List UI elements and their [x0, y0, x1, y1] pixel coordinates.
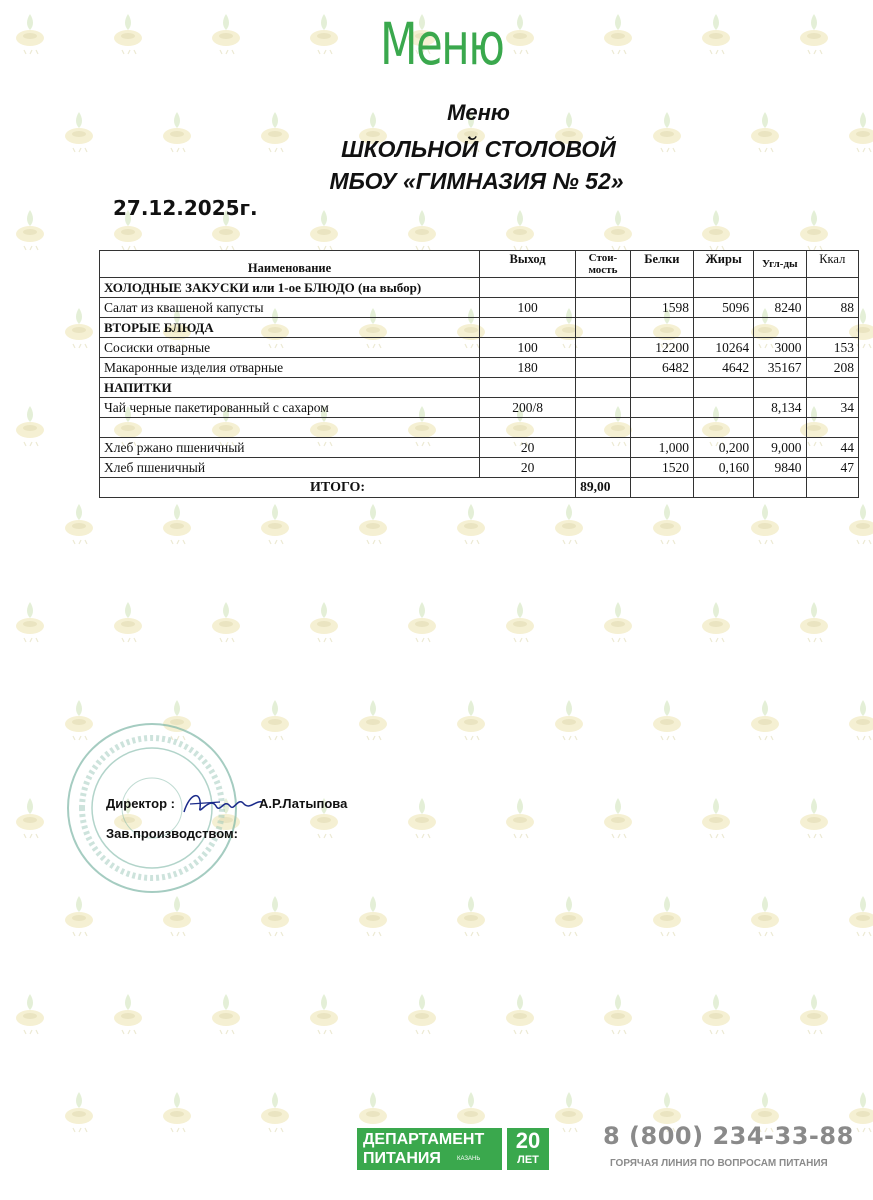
bowl-leaf-watermark-icon: [59, 1088, 99, 1136]
table-row: [100, 338, 859, 358]
dept-city: КАЗАНЬ: [457, 1156, 481, 1162]
cell-output: 100: [480, 298, 576, 318]
bowl-leaf-watermark-icon: [598, 206, 638, 254]
cell-fats: 0,200: [694, 438, 754, 458]
bowl-leaf-watermark-icon: [353, 696, 393, 744]
cell-name: Макаронные изделия отварные: [100, 358, 480, 378]
total-value: 89,00: [576, 478, 631, 498]
empty-cell: [694, 318, 754, 338]
menu-table-body: [100, 278, 859, 498]
cell-fats: 5096: [694, 298, 754, 318]
cell-kcal: 44: [806, 438, 858, 458]
cell-kcal: 208: [806, 358, 858, 378]
cell-cost: [576, 438, 631, 458]
bowl-leaf-watermark-icon: [549, 1088, 589, 1136]
cell-output: 180: [480, 358, 576, 378]
empty-cell: [480, 418, 576, 438]
bowl-leaf-watermark-icon: [108, 990, 148, 1038]
bowl-leaf-watermark-icon: [598, 10, 638, 58]
cell-proteins: 1520: [630, 458, 693, 478]
bowl-leaf-watermark-icon: [500, 206, 540, 254]
empty-cell: [480, 378, 576, 398]
table-row: [100, 438, 859, 458]
bowl-leaf-watermark-icon: [647, 500, 687, 548]
bowl-leaf-watermark-icon: [794, 206, 834, 254]
cell-cost: [576, 398, 631, 418]
empty-cell: [630, 478, 693, 498]
total-label: ИТОГО:: [100, 478, 576, 498]
bowl-leaf-watermark-icon: [255, 892, 295, 940]
cell-fats: [694, 398, 754, 418]
empty-cell: [630, 278, 693, 298]
bowl-leaf-watermark-icon: [696, 990, 736, 1038]
bowl-leaf-watermark-icon: [59, 304, 99, 352]
header-fats: Жиры: [694, 251, 754, 278]
bowl-leaf-watermark-icon: [598, 794, 638, 842]
bowl-leaf-watermark-icon: [451, 500, 491, 548]
section-title: ХОЛОДНЫЕ ЗАКУСКИ или 1-ое БЛЮДО (на выбор): [100, 278, 480, 298]
bowl-leaf-watermark-icon: [10, 794, 50, 842]
empty-cell: [630, 318, 693, 338]
section-row: [100, 418, 859, 438]
table-row: [100, 298, 859, 318]
bowl-leaf-watermark-icon: [843, 500, 873, 548]
bowl-leaf-watermark-icon: [402, 990, 442, 1038]
years-label: ЛЕТ: [517, 1154, 539, 1166]
bowl-leaf-watermark-icon: [549, 500, 589, 548]
empty-cell: [806, 318, 858, 338]
header-kcal: Ккал: [806, 251, 858, 278]
bowl-leaf-watermark-icon: [549, 892, 589, 940]
bowl-leaf-watermark-icon: [304, 990, 344, 1038]
cell-output: 20: [480, 438, 576, 458]
years-badge: [507, 1128, 549, 1170]
empty-cell: [694, 378, 754, 398]
section-row: [100, 278, 859, 298]
cell-carbs: 9840: [754, 458, 806, 478]
cell-proteins: [630, 398, 693, 418]
cell-proteins: 6482: [630, 358, 693, 378]
table-row: [100, 358, 859, 378]
department-logo-box: [357, 1128, 502, 1170]
title-school-name: МБОУ «ГИМНАЗИЯ № 52»: [329, 168, 624, 194]
cell-cost: [576, 338, 631, 358]
bowl-leaf-watermark-icon: [353, 892, 393, 940]
bowl-leaf-watermark-icon: [108, 598, 148, 646]
bowl-leaf-watermark-icon: [696, 794, 736, 842]
empty-cell: [630, 378, 693, 398]
bowl-leaf-watermark-icon: [157, 500, 197, 548]
empty-cell: [806, 278, 858, 298]
bowl-leaf-watermark-icon: [451, 696, 491, 744]
bowl-leaf-watermark-icon: [402, 206, 442, 254]
bowl-leaf-watermark-icon: [451, 892, 491, 940]
bowl-leaf-watermark-icon: [402, 598, 442, 646]
bowl-leaf-watermark-icon: [206, 598, 246, 646]
bowl-leaf-watermark-icon: [304, 206, 344, 254]
cell-name: Сосиски отварные: [100, 338, 480, 358]
section-row: [100, 318, 859, 338]
cell-proteins: 1,000: [630, 438, 693, 458]
table-row: [100, 398, 859, 418]
cell-carbs: 35167: [754, 358, 806, 378]
menu-table: [99, 250, 859, 498]
empty-cell: [806, 378, 858, 398]
empty-cell: [576, 278, 631, 298]
bowl-leaf-watermark-icon: [500, 794, 540, 842]
cell-cost: [576, 298, 631, 318]
bowl-leaf-watermark-icon: [353, 500, 393, 548]
empty-cell: [754, 318, 806, 338]
empty-cell: [754, 378, 806, 398]
cell-name: Чай черные пакетированный с сахаром: [100, 398, 480, 418]
total-row: [100, 478, 859, 498]
cell-fats: 0,160: [694, 458, 754, 478]
bowl-leaf-watermark-icon: [745, 892, 785, 940]
bowl-leaf-watermark-icon: [598, 990, 638, 1038]
cell-output: 100: [480, 338, 576, 358]
bowl-leaf-watermark-icon: [10, 598, 50, 646]
cell-name: Хлеб пшеничный: [100, 458, 480, 478]
bowl-leaf-watermark-icon: [794, 990, 834, 1038]
empty-cell: [576, 418, 631, 438]
bowl-leaf-watermark-icon: [500, 990, 540, 1038]
header-carbs: Угл-ды: [754, 251, 806, 278]
bowl-leaf-watermark-icon: [647, 696, 687, 744]
empty-cell: [694, 418, 754, 438]
section-row: [100, 378, 859, 398]
empty-cell: [694, 478, 754, 498]
header-name: Наименование: [100, 251, 480, 278]
bowl-leaf-watermark-icon: [255, 1088, 295, 1136]
bowl-leaf-watermark-icon: [696, 598, 736, 646]
bowl-leaf-watermark-icon: [59, 892, 99, 940]
script-logo-title: Меню: [380, 10, 504, 78]
cell-kcal: 34: [806, 398, 858, 418]
empty-cell: [480, 318, 576, 338]
bowl-leaf-watermark-icon: [794, 794, 834, 842]
cell-carbs: 9,000: [754, 438, 806, 458]
bowl-leaf-watermark-icon: [549, 696, 589, 744]
cell-carbs: 8,134: [754, 398, 806, 418]
bowl-leaf-watermark-icon: [108, 10, 148, 58]
header-output: Выход: [480, 251, 576, 278]
empty-cell: [576, 318, 631, 338]
header-proteins: Белки: [630, 251, 693, 278]
empty-cell: [806, 418, 858, 438]
bowl-leaf-watermark-icon: [794, 598, 834, 646]
section-title: ВТОРЫЕ БЛЮДА: [100, 318, 480, 338]
bowl-leaf-watermark-icon: [745, 696, 785, 744]
bowl-leaf-watermark-icon: [304, 10, 344, 58]
cell-carbs: 3000: [754, 338, 806, 358]
empty-cell: [630, 418, 693, 438]
table-row: [100, 458, 859, 478]
dept-line1: ДЕПАРТАМЕНТ: [363, 1131, 485, 1148]
bowl-leaf-watermark-icon: [647, 892, 687, 940]
section-title: [100, 418, 480, 438]
bowl-leaf-watermark-icon: [255, 696, 295, 744]
hotline-phone: 8 (800) 234-33-88: [603, 1122, 854, 1150]
empty-cell: [806, 478, 858, 498]
table-header-row: [100, 251, 859, 278]
cell-kcal: 47: [806, 458, 858, 478]
cell-kcal: 88: [806, 298, 858, 318]
cell-proteins: 1598: [630, 298, 693, 318]
director-label: Директор :: [106, 796, 175, 811]
bowl-leaf-watermark-icon: [500, 598, 540, 646]
years-number: 20: [515, 1128, 541, 1153]
production-manager-label: Зав.производством:: [106, 826, 238, 841]
title-menu: Меню: [447, 100, 510, 125]
bowl-leaf-watermark-icon: [500, 10, 540, 58]
section-title: НАПИТКИ: [100, 378, 480, 398]
bowl-leaf-watermark-icon: [255, 500, 295, 548]
dept-line2: ПИТАНИЯ: [363, 1150, 441, 1167]
empty-cell: [480, 278, 576, 298]
bowl-leaf-watermark-icon: [598, 598, 638, 646]
bowl-leaf-watermark-icon: [206, 990, 246, 1038]
bowl-leaf-watermark-icon: [304, 598, 344, 646]
cell-output: 200/8: [480, 398, 576, 418]
bowl-leaf-watermark-icon: [10, 206, 50, 254]
bowl-leaf-watermark-icon: [843, 696, 873, 744]
hotline-caption: ГОРЯЧАЯ ЛИНИЯ ПО ВОПРОСАМ ПИТАНИЯ: [610, 1158, 828, 1169]
empty-cell: [754, 278, 806, 298]
cell-name: Хлеб ржано пшеничный: [100, 438, 480, 458]
cell-kcal: 153: [806, 338, 858, 358]
cell-carbs: 8240: [754, 298, 806, 318]
empty-cell: [754, 478, 806, 498]
cell-name: Салат из квашеной капусты: [100, 298, 480, 318]
director-name: А.Р.Латыпова: [259, 796, 348, 811]
bowl-leaf-watermark-icon: [696, 10, 736, 58]
empty-cell: [754, 418, 806, 438]
bowl-leaf-watermark-icon: [10, 10, 50, 58]
empty-cell: [576, 378, 631, 398]
cell-proteins: 12200: [630, 338, 693, 358]
bowl-leaf-watermark-icon: [794, 10, 834, 58]
cell-fats: 10264: [694, 338, 754, 358]
bowl-leaf-watermark-icon: [59, 500, 99, 548]
bowl-leaf-watermark-icon: [10, 402, 50, 450]
cell-cost: [576, 358, 631, 378]
bowl-leaf-watermark-icon: [206, 10, 246, 58]
bowl-leaf-watermark-icon: [157, 892, 197, 940]
bowl-leaf-watermark-icon: [745, 500, 785, 548]
empty-cell: [694, 278, 754, 298]
bowl-leaf-watermark-icon: [10, 990, 50, 1038]
cell-output: 20: [480, 458, 576, 478]
menu-date: 27.12.2025г.: [113, 196, 258, 220]
title-school-canteen: ШКОЛЬНОЙ СТОЛОВОЙ: [341, 136, 616, 162]
bowl-leaf-watermark-icon: [402, 794, 442, 842]
handwritten-signature: [180, 786, 264, 822]
bowl-leaf-watermark-icon: [157, 1088, 197, 1136]
header-cost: Стои-мость: [576, 251, 631, 278]
cell-cost: [576, 458, 631, 478]
bowl-leaf-watermark-icon: [696, 206, 736, 254]
bowl-leaf-watermark-icon: [843, 892, 873, 940]
cell-fats: 4642: [694, 358, 754, 378]
